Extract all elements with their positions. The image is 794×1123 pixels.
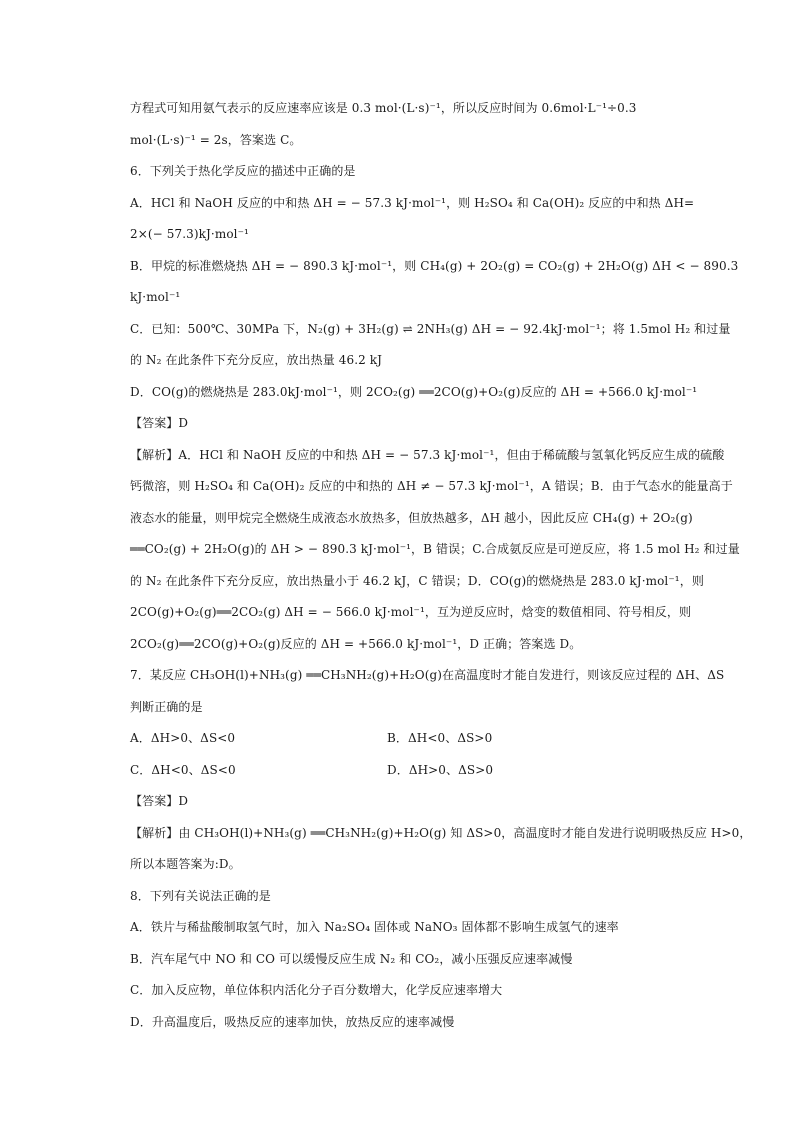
option-6a: A．HCl 和 NaOH 反应的中和热 ΔH = − 57.3 kJ·mol⁻¹，则 H₂SO₄ 和 Ca(OH)₂ 反应的中和热 ΔH=: [130, 195, 695, 210]
option-7c: C．ΔH<0、ΔS<0: [130, 762, 236, 777]
analysis-6-line: 钙微溶，则 H₂SO₄ 和 Ca(OH)₂ 反应的中和热的 ΔH ≠ − 57.3 kJ·mol⁻¹，A 错误；B．由于气态水的能量高于: [130, 479, 733, 493]
option-6c-cont: 的 N₂ 在此条件下充分反应，放出热量 46.2 kJ: [130, 353, 383, 367]
option-6c: C．已知：500℃、30MPa 下，N₂(g) + 3H₂(g) ⇌ 2NH₃(g) ΔH = − 92.4kJ·mol⁻¹；将 1.5mol H₂ 和过量: [130, 321, 731, 336]
option-8a: A．铁片与稀盐酸制取氢气时，加入 Na₂SO₄ 固体或 NaNO₃ 固体都不影响生成氢气的速率: [130, 920, 619, 934]
options-row: [130, 730, 690, 746]
option-7b: B．ΔH<0、ΔS>0: [387, 731, 493, 745]
option-7d: D．ΔH>0、ΔS>0: [387, 762, 494, 777]
option-7a: A．ΔH>0、ΔS<0: [130, 731, 236, 745]
option-8c: C．加入反应物，单位体积内活化分子百分数增大，化学反应速率增大: [130, 983, 503, 997]
option-6b: B．甲烷的标准燃烧热 ΔH = − 890.3 kJ·mol⁻¹，则 CH₄(g) + 2O₂(g) = CO₂(g) + 2H₂O(g) ΔH < − 890.3: [130, 258, 739, 273]
question-8-stem: 8．下列有关说法正确的是: [130, 888, 271, 903]
answer-6: 【答案】D: [130, 416, 189, 430]
question-7-stem: 7．某反应 CH₃OH(l)+NH₃(g) ══CH₃NH₂(g)+H₂O(g)在高温度时才能自发进行，则该反应过程的 ΔH、ΔS: [130, 668, 725, 682]
question-6-stem: 6．下列关于热化学反应的描述中正确的是: [130, 164, 356, 178]
question-7-stem-cont: 判断正确的是: [130, 699, 203, 714]
text-line: 方程式可知用氨气表示的反应速率应该是 0.3 mol·(L·s)⁻¹，所以反应时间为 0.6mol·L⁻¹÷0.3: [130, 101, 637, 115]
analysis-6-line: 液态水的能量，则甲烷完全燃烧生成液态水放热多，但放热越多，ΔH 越小，因此反应 CH₄(g) + 2O₂(g): [130, 510, 693, 525]
options-row: [130, 762, 690, 778]
analysis-6: 【解析】A．HCl 和 NaOH 反应的中和热 ΔH = − 57.3 kJ·mol⁻¹，但由于稀硫酸与氢氧化钙反应生成的硫酸: [130, 447, 725, 462]
option-8b: B．汽车尾气中 NO 和 CO 可以缓慢反应生成 N₂ 和 CO₂，减小压强反应速率减慢: [130, 951, 573, 966]
analysis-6-line: ══CO₂(g) + 2H₂O(g)的 ΔH > − 890.3 kJ·mol⁻¹，B 错误；C.合成氨反应是可逆反应，将 1.5 mol H₂ 和过量: [130, 542, 740, 556]
answer-7: 【答案】D: [130, 794, 189, 808]
text-line: mol·(L·s)⁻¹ = 2s，答案选 C。: [130, 132, 302, 147]
analysis-6-line: 的 N₂ 在此条件下充分反应，放出热量小于 46.2 kJ，C 错误；D．CO(g)的燃烧热是 283.0 kJ·mol⁻¹，则: [130, 573, 704, 588]
option-6a-cont: 2×(− 57.3)kJ·mol⁻¹: [130, 227, 249, 241]
analysis-7-cont: 所以本题答案为:D。: [130, 857, 241, 871]
option-6b-cont: kJ·mol⁻¹: [130, 290, 181, 304]
option-8d: D．升高温度后，吸热反应的速率加快，放热反应的速率减慢: [130, 1014, 455, 1029]
option-6d: D．CO(g)的燃烧热是 283.0kJ·mol⁻¹，则 2CO₂(g) ══2CO(g)+O₂(g)反应的 ΔH = +566.0 kJ·mol⁻¹: [130, 384, 698, 399]
analysis-7: 【解析】由 CH₃OH(l)+NH₃(g) ══CH₃NH₂(g)+H₂O(g) 知 ΔS>0，高温度时才能自发进行说明吸热反应 H>0，: [130, 825, 752, 840]
analysis-6-line: 2CO₂(g)══2CO(g)+O₂(g)反应的 ΔH = +566.0 kJ·mol⁻¹，D 正确；答案选 D。: [130, 636, 582, 651]
document-page: [130, 100, 752, 1045]
analysis-6-line: 2CO(g)+O₂(g)══2CO₂(g) ΔH = − 566.0 kJ·mol⁻¹，互为逆反应时，焓变的数值相同、符号相反，则: [130, 605, 692, 619]
